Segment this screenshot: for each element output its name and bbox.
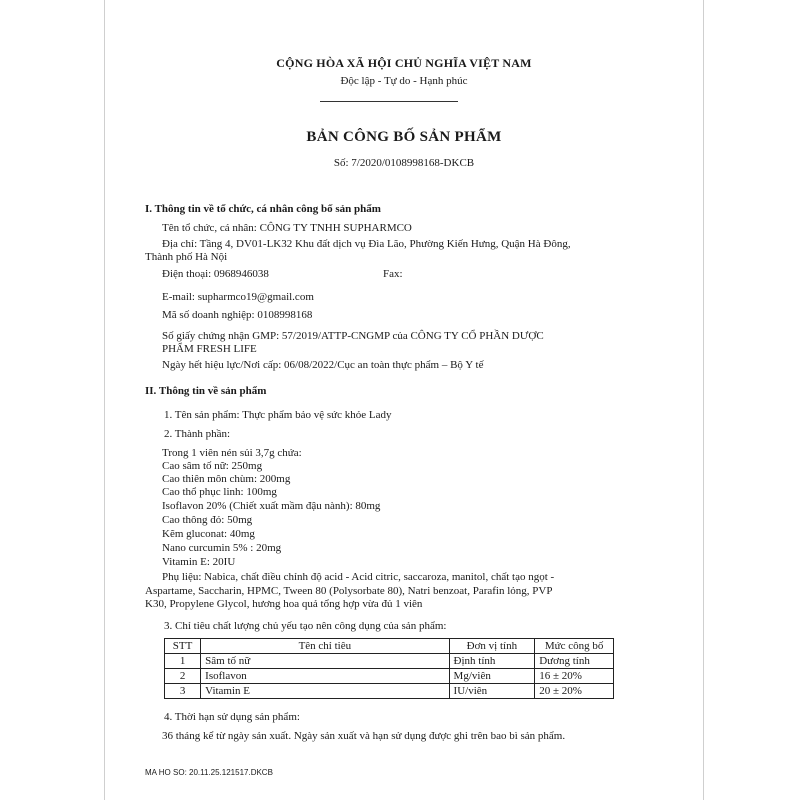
email: E-mail: supharmco19@gmail.com: [162, 291, 314, 303]
quality-label: 3. Chỉ tiêu chất lượng chủ yếu tạo nên công dụng của sản phẩm:: [164, 620, 447, 632]
table-cell: Vitamin E: [201, 684, 449, 699]
ingredient-line: Vitamin E: 20IU: [162, 556, 236, 568]
motto: Độc lập - Tự do - Hạnh phúc: [340, 75, 468, 87]
table-cell: Isoflavon: [201, 669, 449, 684]
ingredient-line: Kẽm gluconat: 40mg: [162, 528, 255, 540]
table-row: [165, 669, 614, 684]
table-header-cell: Mức công bố: [535, 639, 614, 654]
table-cell: Dương tính: [535, 654, 614, 669]
table-cell: 16 ± 20%: [535, 669, 614, 684]
address-line1: Địa chỉ: Tầng 4, DV01-LK32 Khu đất dịch vụ Đìa Lão, Phường Kiến Hưng, Quận Hà Đông,: [162, 238, 571, 250]
table-header-cell: Đơn vị tính: [449, 639, 535, 654]
ingredient-line: Cao thổ phục linh: 100mg: [162, 486, 277, 498]
quality-table: [164, 638, 614, 699]
section1-heading: I. Thông tin về tổ chức, cá nhân công bố sản phẩm: [145, 203, 381, 215]
ingredient-line: Nano curcumin 5% : 20mg: [162, 542, 282, 554]
ingredient-line: Cao thông đỏ: 50mg: [162, 514, 253, 526]
org-name: Tên tổ chức, cá nhân: CÔNG TY TNHH SUPHARMCO: [162, 222, 412, 234]
shelf-life-label: 4. Thời hạn sử dụng sản phẩm:: [164, 711, 300, 723]
product-name: 1. Tên sản phẩm: Thực phẩm bảo vệ sức khỏe Lady: [164, 409, 392, 421]
table-cell: 20 ± 20%: [535, 684, 614, 699]
header-divider: [320, 101, 458, 102]
document-page: [104, 0, 704, 800]
ingredient-line: Cao thiên môn chùm: 200mg: [162, 473, 291, 485]
gmp-line2: PHẨM FRESH LIFE: [162, 343, 257, 355]
section2-heading: II. Thông tin về sản phẩm: [145, 385, 267, 397]
address-line2: Thành phố Hà Nội: [145, 251, 228, 263]
fax: Fax:: [383, 268, 403, 280]
ingredient-line: Isoflavon 20% (Chiết xuất mầm đậu nành): 80mg: [162, 500, 381, 512]
table-cell: Định tính: [449, 654, 535, 669]
table-cell: Mg/viên: [449, 669, 535, 684]
table-row: [165, 684, 614, 699]
shelf-life-text: 36 tháng kể từ ngày sản xuất. Ngày sản xuất và hạn sử dụng được ghi trên bao bì sản phẩm.: [162, 730, 566, 742]
table-cell: Sâm tố nữ: [201, 654, 449, 669]
gmp-line1: Số giấy chứng nhận GMP: 57/2019/ATTP-CNGMP của CÔNG TY CỔ PHẦN DƯỢC: [162, 330, 544, 342]
table-cell: 3: [165, 684, 201, 699]
ingredient-line: Trong 1 viên nén sủi 3,7g chứa:: [162, 447, 302, 459]
table-cell: 1: [165, 654, 201, 669]
table-header-row: [165, 639, 614, 654]
excipients-line: K30, Propylene Glycol, hương hoa quả tổng hợp vừa đủ 1 viên: [145, 598, 423, 610]
phone: Điện thoại: 0968946038: [162, 268, 269, 280]
table-header-cell: STT: [165, 639, 201, 654]
business-code: Mã số doanh nghiệp: 0108998168: [162, 309, 313, 321]
expiry: Ngày hết hiệu lực/Nơi cấp: 06/08/2022/Cục an toàn thực phẩm – Bộ Y tế: [162, 359, 484, 371]
republic-heading: CỘNG HÒA XÃ HỘI CHỦ NGHĨA VIỆT NAM: [276, 56, 532, 70]
table-header-cell: Tên chỉ tiêu: [201, 639, 449, 654]
document-number: Số: 7/2020/0108998168-DKCB: [333, 157, 475, 169]
document-title: BẢN CÔNG BỐ SẢN PHẨM: [306, 129, 502, 145]
composition-label: 2. Thành phần:: [164, 428, 231, 440]
excipients-line: Phụ liệu: Nabica, chất điều chỉnh độ acid - Acid citric, saccaroza, manitol, chất tạo ngọt -: [162, 571, 555, 583]
excipients-line: Aspartame, Saccharin, HPMC, Tween 80 (Polysorbate 80), Natri benzoat, Parafin lỏng, PVP: [145, 585, 553, 597]
table-cell: IU/viên: [449, 684, 535, 699]
table-row: [165, 654, 614, 669]
ingredient-line: Cao sâm tố nữ: 250mg: [162, 460, 263, 472]
dossier-code: MA HO SO: 20.11.25.121517.DKCB: [145, 768, 273, 777]
table-cell: 2: [165, 669, 201, 684]
